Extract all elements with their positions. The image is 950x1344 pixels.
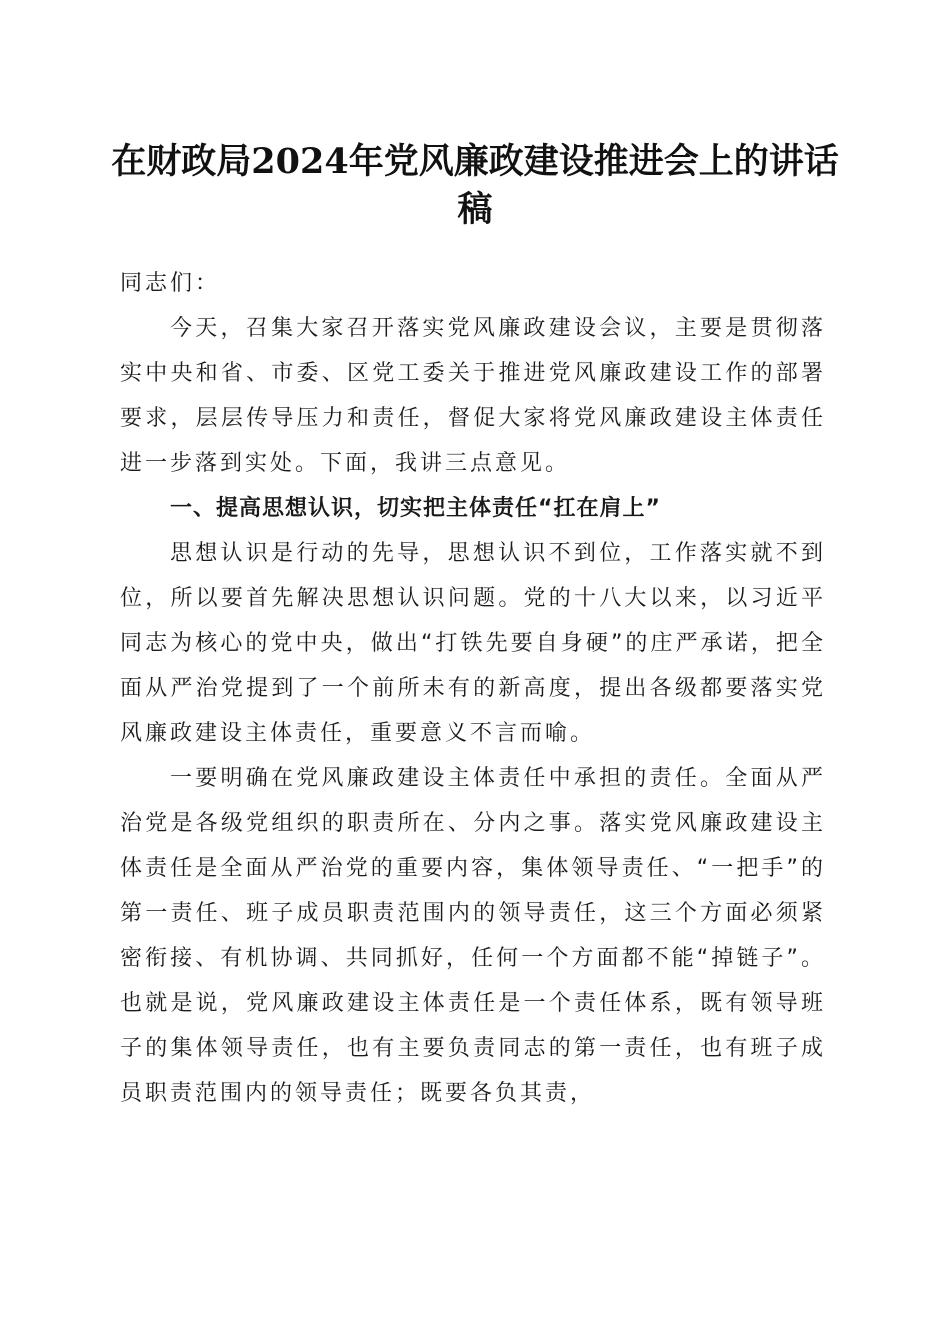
document-title: 在财政局2024年党风廉政建设推进会上的讲话稿	[111, 141, 839, 230]
intro-paragraph: 今天，召集大家召开落实党风廉政建设会议，主要是贯彻落实中央和省、市委、区党工委关于推进党风廉政建设工作的部署要求，层层传导压力和责任，督促大家将党风廉政建设主体责任进一步落到实处。下面，我讲三点意见。	[120, 316, 826, 476]
section-paragraph-1: 思想认识是行动的先导，思想认识不到位，工作落实就不到位，所以要首先解决思想认识问题。党的十八大以来，以习近平同志为核心的党中央，做出“打铁先要自身硬”的庄严承诺，把全面从严治党提到了一个前所未有的新高度，提出各级都要落实党风廉政建设主体责任，重要意义不言而喻。	[120, 541, 826, 746]
document-body	[120, 261, 826, 1116]
section-heading: 一、提高思想认识，切实把主体责任“扛在肩上”	[170, 496, 661, 521]
section-paragraph-2: 一要明确在党风廉政建设主体责任中承担的责任。全面从严治党是各级党组织的职责所在、分内之事。落实党风廉政建设主体责任是全面从严治党的重要内容，集体领导责任、“一把手”的第一责任、班子成员职责范围内的领导责任，这三个方面必须紧密衔接、有机协调、共同抓好，任何一个方面都不能“掉链子”。也就是说，党风廉政建设主体责任是一个责任体系，既有领导班子的集体领导责任，也有主要负责同志的第一责任，也有班子成员职责范围内的领导责任；既要各负其责，	[120, 766, 826, 1106]
salutation: 同志们：	[120, 271, 221, 296]
